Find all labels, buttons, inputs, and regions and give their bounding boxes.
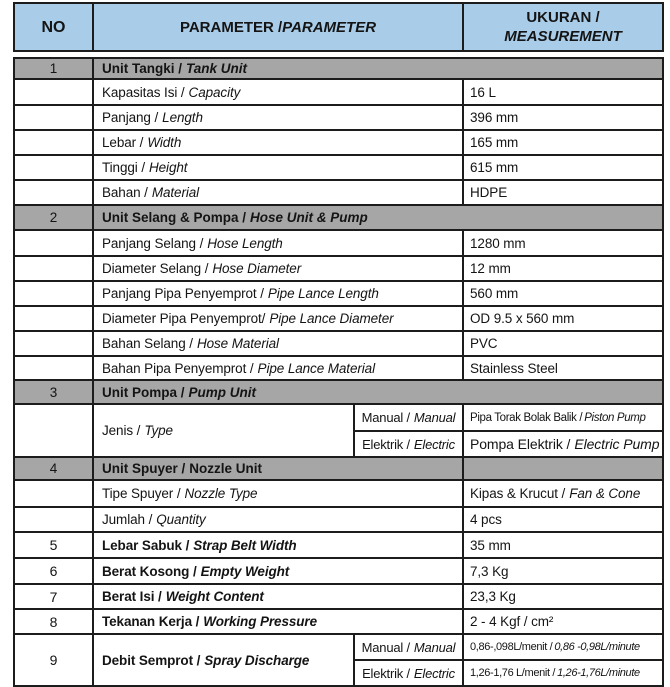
param-sublabel (354, 431, 463, 457)
param-label (93, 558, 463, 584)
spec-row (14, 230, 663, 256)
label-en: Strap Belt Width (193, 537, 297, 553)
header-ukuran-en: MEASUREMENT (504, 28, 622, 45)
value-cell: Stainless Steel (463, 356, 663, 380)
label-id: Diameter Selang / (102, 261, 209, 276)
spec-row (14, 180, 663, 205)
label-id: Berat Kosong / (102, 563, 197, 579)
row-number: 8 (14, 609, 93, 634)
value-cell: 12 mm (463, 256, 663, 281)
row-number (14, 155, 93, 180)
spec-row (14, 306, 663, 331)
col-header-no (14, 3, 93, 51)
value-cell (463, 634, 663, 660)
row-number (14, 105, 93, 130)
value-cell: 35 mm (463, 532, 663, 558)
spec-row (14, 532, 663, 558)
spec-row (14, 130, 663, 155)
param-label (93, 480, 463, 507)
value-en: Fan & Cone (569, 486, 641, 501)
row-number: 6 (14, 558, 93, 584)
value-cell: OD 9.5 x 560 mm (463, 306, 663, 331)
section-row-pump-unit (14, 380, 663, 404)
spec-row (14, 105, 663, 130)
label-id: Unit Pompa / (102, 384, 185, 400)
spec-row (14, 281, 663, 306)
sublabel-en: Electric (413, 665, 455, 681)
label-en: Tank Unit (186, 61, 248, 76)
value-cell (463, 660, 663, 686)
label-id: Jenis / (102, 423, 141, 438)
param-label (93, 507, 463, 532)
label-en: Height (148, 160, 188, 175)
spec-row (14, 558, 663, 584)
value-cell: 16 L (463, 79, 663, 105)
value-cell: 7,3 Kg (463, 558, 663, 584)
row-number: 4 (14, 457, 93, 480)
label-en: Nozzle Unit (189, 461, 263, 476)
label-id: Unit Tangki / (102, 61, 182, 76)
label-id: Berat Isi / (102, 589, 162, 604)
label-id: Bahan Pipa Penyemprot / (102, 360, 254, 376)
row-number (14, 306, 93, 331)
label-en: Type (144, 423, 173, 438)
param-sublabel (354, 660, 463, 686)
label-en: Nozzle Type (184, 486, 258, 501)
param-label (93, 331, 463, 356)
param-label (93, 281, 463, 306)
header-no-label: NO (41, 18, 66, 36)
param-label (93, 356, 463, 380)
row-number (14, 79, 93, 105)
value-cell (463, 431, 663, 457)
row-number: 9 (14, 634, 93, 686)
spec-row-split (14, 404, 663, 431)
spec-row (14, 356, 663, 380)
section-empty-cell (463, 457, 663, 480)
header-ukuran-id: UKURAN / (526, 9, 600, 26)
param-label (93, 105, 463, 130)
value-cell: 1280 mm (463, 230, 663, 256)
label-id: Tipe Spuyer / (102, 486, 181, 501)
sublabel-id: Elektrik / (362, 665, 410, 681)
spec-row (14, 507, 663, 532)
label-id: Kapasitas Isi / (102, 84, 185, 100)
sublabel-id: Elektrik / (362, 436, 410, 452)
section-row-tank-unit (14, 58, 663, 79)
label-id: Bahan Selang / (102, 336, 193, 351)
row-number (14, 180, 93, 205)
spec-row (14, 79, 663, 105)
header-body-gap (14, 51, 663, 58)
value-cell (463, 404, 663, 431)
row-number (14, 356, 93, 380)
label-id: Panjang Selang / (102, 235, 204, 251)
value-en: 1,26-1,76L/minute (557, 667, 640, 679)
value-cell: 165 mm (463, 130, 663, 155)
spec-row (14, 480, 663, 507)
section-row-nozzle-unit (14, 457, 663, 480)
row-number: 5 (14, 532, 93, 558)
spec-row (14, 155, 663, 180)
row-number (14, 130, 93, 155)
table-header-row (14, 3, 663, 51)
label-en: Quantity (156, 512, 206, 527)
label-en: Weight Content (165, 589, 264, 604)
col-header-measurement (463, 3, 663, 51)
spec-row (14, 584, 663, 609)
section-label (93, 457, 463, 480)
param-label (93, 180, 463, 205)
row-number (14, 256, 93, 281)
value-en: 0,86 -0,98L/minute (554, 641, 640, 653)
value-cell: 4 pcs (463, 507, 663, 532)
label-en: Pipe Lance Length (267, 286, 379, 301)
row-number (14, 331, 93, 356)
label-en: Working Pressure (203, 614, 317, 629)
value-en: Piston Pump (584, 411, 646, 424)
value-cell: HDPE (463, 180, 663, 205)
label-en: Material (151, 185, 200, 200)
label-en: Length (162, 110, 203, 125)
param-label (93, 230, 463, 256)
value-cell (463, 480, 663, 507)
spec-table (13, 2, 664, 687)
value-cell: 396 mm (463, 105, 663, 130)
value-id: Pipa Torak Bolak Balik / (470, 411, 583, 424)
spec-row (14, 256, 663, 281)
param-label (93, 404, 354, 457)
value-cell: 615 mm (463, 155, 663, 180)
label-id: Jumlah / (102, 512, 153, 527)
row-number: 2 (14, 205, 93, 230)
param-sublabel (354, 634, 463, 660)
sublabel-id: Manual / (361, 639, 410, 655)
section-label (93, 205, 663, 230)
param-label (93, 306, 463, 331)
label-id: Panjang Pipa Penyemprot / (102, 286, 264, 301)
label-en: Hose Diameter (212, 261, 302, 276)
param-label (93, 256, 463, 281)
label-en: Pump Unit (188, 384, 257, 400)
label-en: Capacity (188, 84, 241, 100)
value-id: Kipas & Krucut / (470, 486, 566, 501)
header-parameter-id: PARAMETER / (179, 18, 283, 36)
spec-sheet (13, 2, 662, 687)
section-label (93, 58, 663, 79)
label-id: Diameter Pipa Penyemprot/ (102, 311, 266, 326)
label-en: Hose Length (207, 235, 283, 251)
header-parameter-en: PARAMETER (282, 18, 377, 36)
section-row-hose-pump (14, 205, 663, 230)
label-id: Lebar Sabuk / (102, 537, 190, 553)
param-label (93, 155, 463, 180)
param-label (93, 634, 354, 686)
row-number (14, 404, 93, 457)
label-id: Debit Semprot / (102, 652, 201, 668)
value-en: Electric Pump (574, 436, 660, 452)
row-number: 3 (14, 380, 93, 404)
sublabel-id: Manual / (361, 410, 410, 425)
row-number (14, 480, 93, 507)
value-cell: PVC (463, 331, 663, 356)
value-cell: 560 mm (463, 281, 663, 306)
spec-row (14, 609, 663, 634)
label-en: Spray Discharge (204, 652, 310, 668)
row-number (14, 230, 93, 256)
section-label (93, 380, 663, 404)
label-id: Bahan / (102, 185, 148, 200)
label-id: Tinggi / (102, 160, 145, 175)
label-en: Hose Unit & Pump (250, 210, 368, 225)
label-en: Empty Weight (200, 563, 290, 579)
param-label (93, 79, 463, 105)
spec-row (14, 331, 663, 356)
param-label (93, 584, 463, 609)
param-label (93, 609, 463, 634)
spec-row-split (14, 634, 663, 660)
value-id: Pompa Elektrik / (470, 436, 571, 452)
value-cell: 2 - 4 Kgf / cm² (463, 609, 663, 634)
param-label (93, 130, 463, 155)
row-number (14, 507, 93, 532)
param-sublabel (354, 404, 463, 431)
value-id: 0,86-,098L/menit / (470, 641, 553, 653)
label-id: Lebar / (102, 135, 144, 150)
sublabel-en: Manual (413, 410, 456, 425)
sublabel-en: Electric (413, 436, 455, 452)
label-en: Hose Material (196, 336, 279, 351)
label-en: Pipe Lance Material (257, 360, 375, 376)
row-number: 7 (14, 584, 93, 609)
row-number (14, 281, 93, 306)
col-header-parameter (93, 3, 463, 51)
label-id: Tekanan Kerja / (102, 614, 200, 629)
label-id: Unit Selang & Pompa / (102, 210, 247, 225)
row-number: 1 (14, 58, 93, 79)
param-label (93, 532, 463, 558)
label-en: Width (147, 135, 182, 150)
value-id: 1,26-1,76 L/menit / (470, 667, 556, 679)
sublabel-en: Manual (413, 639, 456, 655)
value-cell: 23,3 Kg (463, 584, 663, 609)
label-id: Panjang / (102, 110, 159, 125)
label-id: Unit Spuyer / (102, 461, 186, 476)
label-en: Pipe Lance Diameter (269, 311, 394, 326)
